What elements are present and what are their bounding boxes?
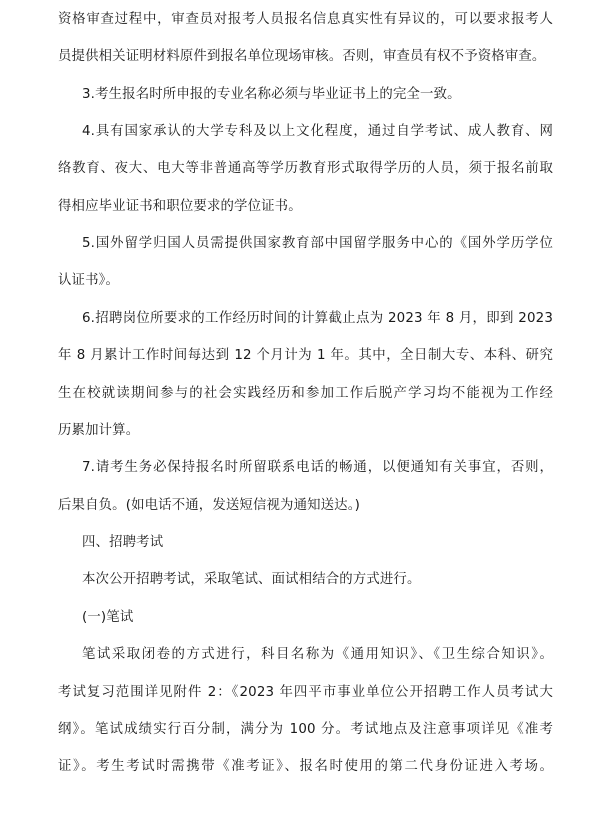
paragraph-line: 年 8 月累计工作时间每达到 12 个月计为 1 年。其中，全日制大专、本科、研究 — [58, 348, 553, 363]
paragraph-line: 3.考生报名时所申报的专业名称必须与毕业证书上的完全一致。 — [82, 87, 461, 102]
paragraph-line: 4.具有国家承认的大学专科及以上文化程度，通过自学考试、成人教育、网 — [82, 124, 553, 139]
paragraph-line: 生在校就读期间参与的社会实践经历和参加工作后脱产学习均不能视为工作经 — [58, 386, 553, 401]
section-heading: 四、招聘考试 — [82, 535, 164, 550]
paragraph-line: 认证书》。 — [58, 273, 120, 288]
subsection-heading: (一)笔试 — [82, 610, 134, 625]
paragraph-line: 得相应毕业证书和职位要求的学位证书。 — [58, 199, 302, 214]
paragraph-line: 本次公开招聘考试，采取笔试、面试相结合的方式进行。 — [82, 572, 421, 587]
paragraph-line: 证》。考生考试时需携带《准考证》、报名时使用的第二代身份证进入考场。 — [58, 759, 553, 774]
paragraph-line: 络教育、夜大、电大等非普通高等学历教育形式取得学历的人员，须于报名前取 — [58, 161, 553, 176]
paragraph-line: 5.国外留学归国人员需提供国家教育部中国留学服务中心的《国外学历学位 — [82, 236, 553, 251]
paragraph-line: 历累加计算。 — [58, 423, 140, 438]
paragraph-line: 纲》。笔试成绩实行百分制，满分为 100 分。考试地点及注意事项详见《准考 — [58, 722, 553, 737]
paragraph-line: 资格审查过程中，审查员对报考人员报名信息真实性有异议的，可以要求报考人 — [58, 12, 553, 27]
paragraph-line: 笔试采取闭卷的方式进行，科目名称为《通用知识》、《卫生综合知识》。 — [82, 647, 553, 662]
paragraph-line: 考试复习范围详见附件 2：《2023 年四平市事业单位公开招聘工作人员考试大 — [58, 685, 553, 700]
paragraph-line: 7.请考生务必保持报名时所留联系电话的畅通，以便通知有关事宜，否则， — [82, 460, 553, 475]
paragraph-line: 后果自负。(如电话不通，发送短信视为通知送达。) — [58, 498, 360, 513]
paragraph-line: 6.招聘岗位所要求的工作经历时间的计算截止点为 2023 年 8 月，即到 2023 — [82, 311, 553, 326]
paragraph-line: 员提供相关证明材料原件到报名单位现场审核。否则，审查员有权不予资格审查。 — [58, 49, 546, 64]
